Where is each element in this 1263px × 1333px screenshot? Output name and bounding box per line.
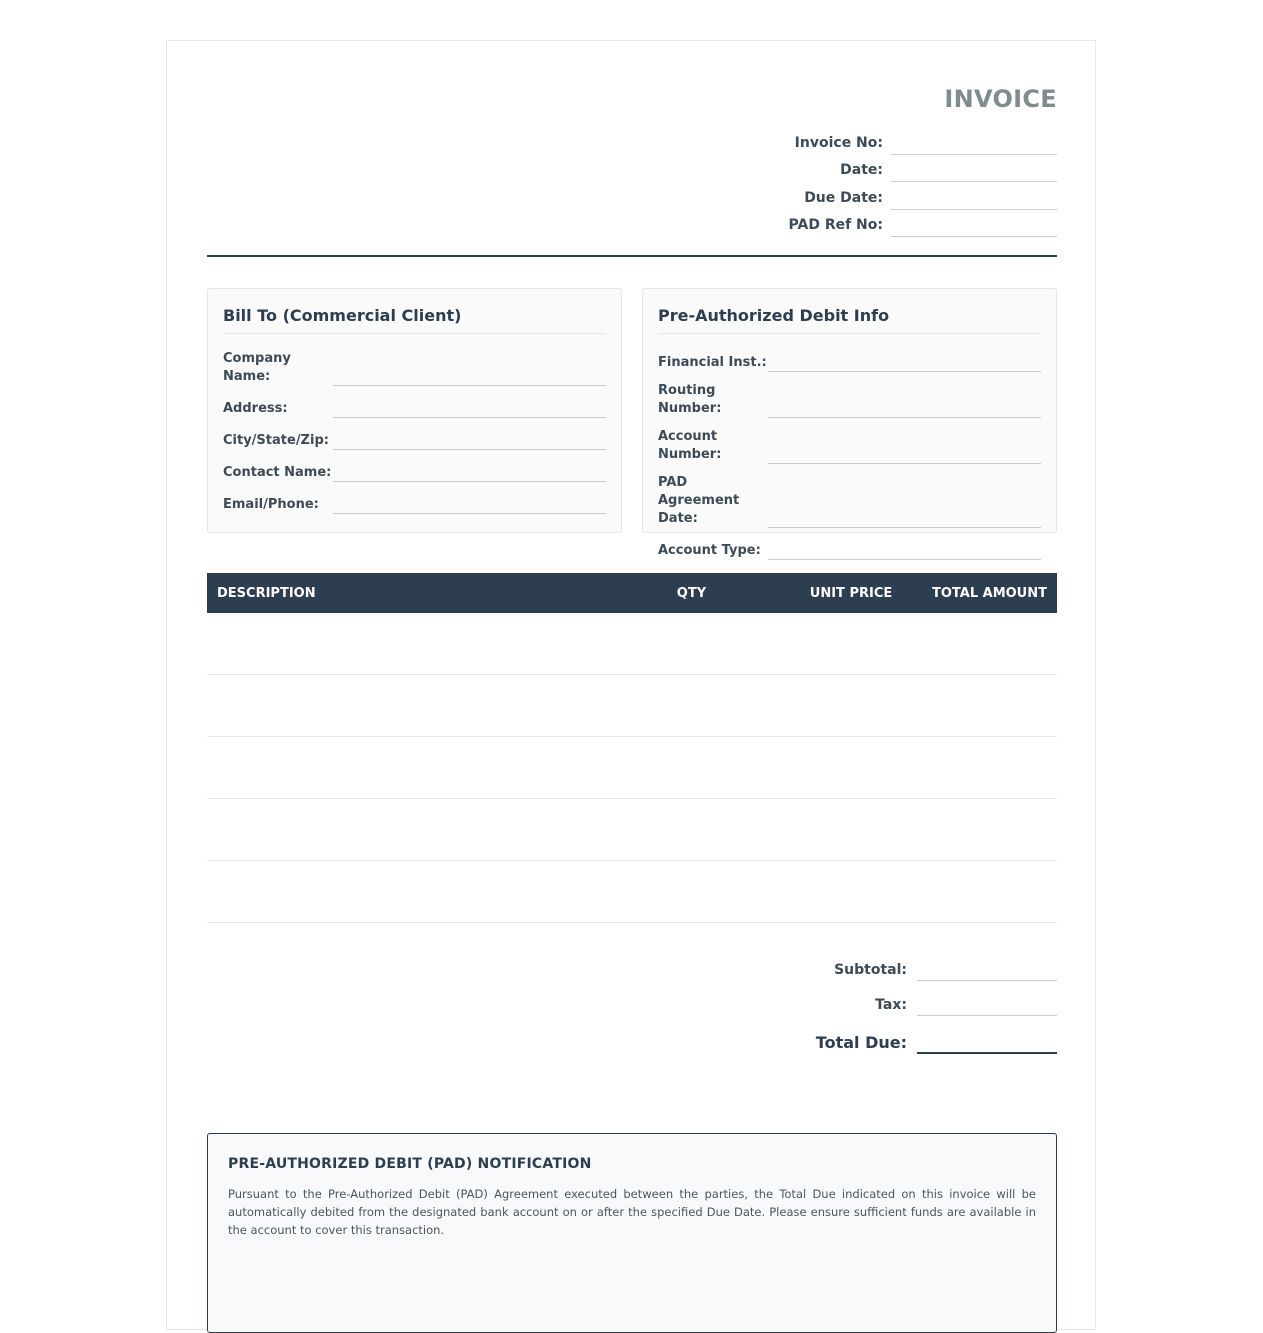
- subtotal-field[interactable]: [917, 958, 1057, 981]
- contact-name-field[interactable]: [333, 460, 606, 482]
- city-state-zip-field[interactable]: [333, 428, 606, 450]
- subtotal-label: Subtotal:: [834, 962, 907, 978]
- routing-number-field[interactable]: [768, 396, 1041, 418]
- city-state-zip-row: [223, 428, 606, 450]
- pad-notification-box: [207, 1133, 1057, 1333]
- subtotal-row: [797, 946, 1057, 981]
- description-header: DESCRIPTION: [207, 573, 634, 613]
- unit-price-cell[interactable]: [749, 861, 902, 923]
- total-amount-cell[interactable]: [902, 799, 1057, 861]
- financial-inst-label: Financial Inst.:: [658, 355, 767, 370]
- qty-cell[interactable]: [634, 675, 749, 737]
- pad-notification-text: Pursuant to the Pre-Authorized Debit (PAD) Agreement executed between the parties, the Total Due indicated on this invoice will be automatically debited from the designated bank account on or after the specified Due Date. Please ensure sufficient funds are available in the account to cover this transaction.: [228, 1187, 1036, 1237]
- company-name-field[interactable]: [333, 364, 606, 386]
- bill-to-card: [207, 288, 622, 533]
- email-phone-label: Email/Phone:: [223, 497, 319, 512]
- qty-cell[interactable]: [634, 737, 749, 799]
- unit-price-cell[interactable]: [749, 613, 902, 675]
- invoice-page: [166, 40, 1096, 1330]
- pad-agreement-date-row: [658, 474, 1041, 528]
- total-due-field[interactable]: [917, 1026, 1057, 1054]
- description-cell[interactable]: [207, 613, 634, 675]
- pad-info-card: [642, 288, 1057, 558]
- totals-block: [797, 946, 1057, 1054]
- unit-price-cell[interactable]: [749, 799, 902, 861]
- total-amount-cell[interactable]: [902, 613, 1057, 675]
- address-row: [223, 396, 606, 418]
- pad-info-title: Pre-Authorized Debit Info: [658, 289, 1041, 334]
- pad-info-fields: [658, 334, 1041, 560]
- pad-agreement-date-label: PAD Agreement Date:: [658, 475, 740, 526]
- routing-number-label: Routing Number:: [658, 383, 722, 416]
- unit-price-header: UNIT PRICE: [749, 573, 902, 613]
- total-amount-cell[interactable]: [902, 737, 1057, 799]
- table-header-row: [207, 573, 1057, 613]
- pad-ref-field[interactable]: [891, 216, 1057, 237]
- bill-to-title: Bill To (Commercial Client): [223, 289, 606, 334]
- tax-label: Tax:: [875, 997, 907, 1013]
- table-row: [207, 675, 1057, 737]
- invoice-meta: [757, 127, 1057, 237]
- routing-number-row: [658, 382, 1041, 418]
- contact-name-label: Contact Name:: [223, 465, 332, 480]
- pad-notification-title: PRE-AUTHORIZED DEBIT (PAD) NOTIFICATION: [228, 1156, 592, 1172]
- due-date-label: Due Date:: [804, 189, 883, 206]
- table-row: [207, 737, 1057, 799]
- description-cell[interactable]: [207, 799, 634, 861]
- qty-cell[interactable]: [634, 861, 749, 923]
- address-field[interactable]: [333, 396, 606, 418]
- pad-agreement-date-field[interactable]: [768, 506, 1041, 528]
- description-cell[interactable]: [207, 675, 634, 737]
- unit-price-cell[interactable]: [749, 737, 902, 799]
- invoice-no-row: [757, 127, 1057, 155]
- address-label: Address:: [223, 401, 288, 416]
- qty-cell[interactable]: [634, 799, 749, 861]
- email-phone-row: [223, 492, 606, 514]
- description-cell[interactable]: [207, 737, 634, 799]
- unit-price-cell[interactable]: [749, 675, 902, 737]
- date-row: [757, 155, 1057, 183]
- company-name-row: [223, 350, 606, 386]
- account-number-field[interactable]: [768, 442, 1041, 464]
- account-number-label: Account Number:: [658, 429, 722, 462]
- pad-ref-row: [757, 210, 1057, 238]
- invoice-no-label: Invoice No:: [794, 134, 883, 151]
- table-row: [207, 613, 1057, 675]
- total-amount-cell[interactable]: [902, 675, 1057, 737]
- account-number-row: [658, 428, 1041, 464]
- tax-row: [797, 981, 1057, 1016]
- due-date-field[interactable]: [891, 189, 1057, 210]
- due-date-row: [757, 182, 1057, 210]
- total-due-label: Total Due:: [815, 1033, 907, 1052]
- account-type-row: [658, 538, 1041, 560]
- qty-cell[interactable]: [634, 613, 749, 675]
- financial-inst-row: [658, 350, 1041, 372]
- account-type-field[interactable]: [768, 538, 1041, 560]
- table-row: [207, 799, 1057, 861]
- invoice-title: INVOICE: [944, 85, 1057, 113]
- bill-to-fields: [223, 334, 606, 514]
- description-cell[interactable]: [207, 861, 634, 923]
- invoice-no-field[interactable]: [891, 134, 1057, 155]
- qty-header: QTY: [634, 573, 749, 613]
- total-amount-header: TOTAL AMOUNT: [902, 573, 1057, 613]
- contact-name-row: [223, 460, 606, 482]
- total-amount-cell[interactable]: [902, 861, 1057, 923]
- city-state-zip-label: City/State/Zip:: [223, 433, 329, 448]
- email-phone-field[interactable]: [333, 492, 606, 514]
- table-row: [207, 861, 1057, 923]
- total-due-row: [797, 1016, 1057, 1054]
- date-label: Date:: [840, 162, 883, 178]
- financial-inst-field[interactable]: [768, 350, 1041, 372]
- pad-ref-label: PAD Ref No:: [788, 217, 883, 233]
- header-divider: [207, 255, 1057, 257]
- company-name-label: Company Name:: [223, 351, 291, 384]
- line-items-table: [207, 573, 1057, 923]
- date-field[interactable]: [891, 161, 1057, 182]
- account-type-label: Account Type:: [658, 543, 761, 558]
- tax-field[interactable]: [917, 993, 1057, 1016]
